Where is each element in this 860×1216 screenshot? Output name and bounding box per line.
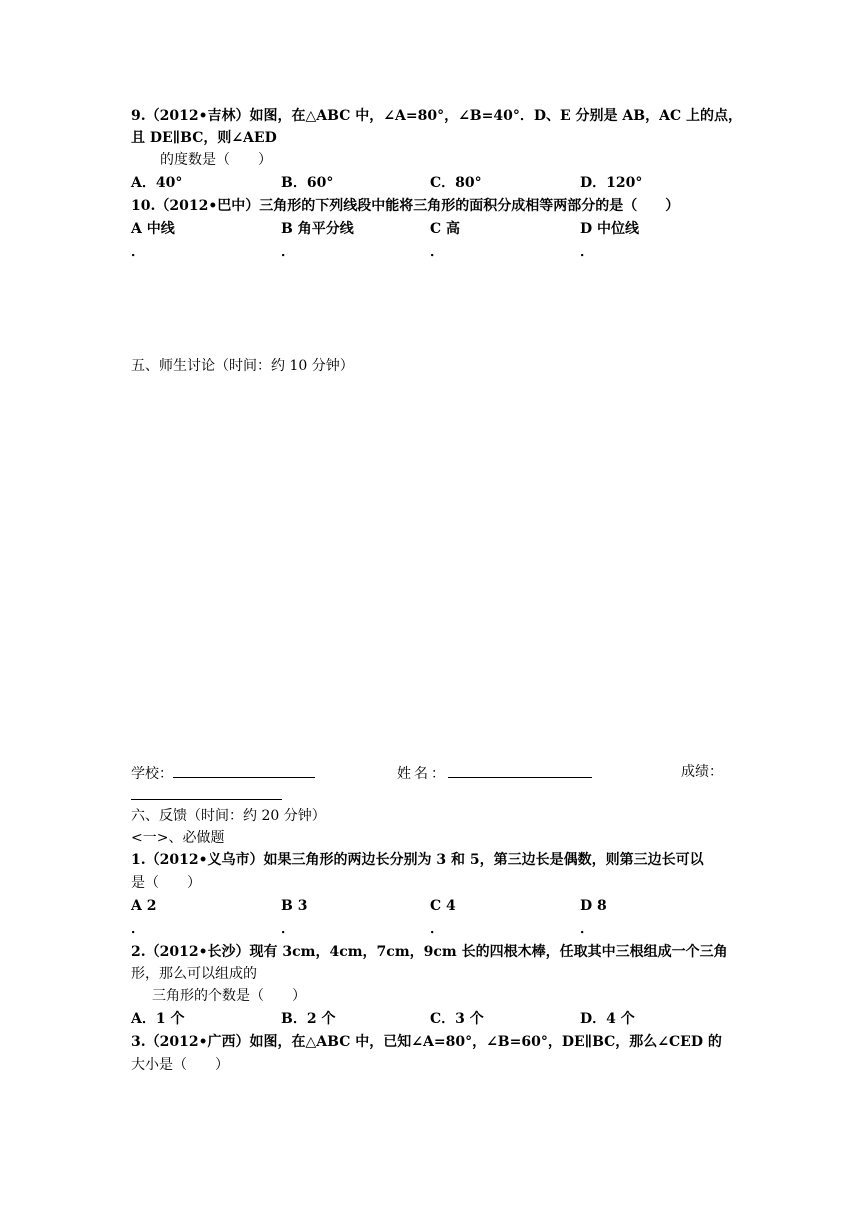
q10-line1: 10.（2012•巴中）三角形的下列线段中能将三角形的面积分成相等两部分的是（ ） xyxy=(131,198,680,214)
q9-line3: 的度数是（ ） xyxy=(160,152,272,168)
q1-line2: 是（ ） xyxy=(131,875,201,891)
section6-heading: 六、反馈（时间：约 20 分钟） xyxy=(131,808,326,824)
school-field xyxy=(131,763,315,783)
q2-line1: 2.（2012•长沙）现有 3cm，4cm，7cm，9cm 长的四根木棒，任取其中三根组成一个三角 xyxy=(131,944,728,960)
q9-line2: 且 DE∥BC，则∠AED xyxy=(131,130,277,146)
q1-dot-a: ． xyxy=(131,921,145,937)
q1-option-d: D 8 xyxy=(580,898,607,914)
q10-dot-b: ． xyxy=(281,244,295,260)
q9-option-a: A．40° xyxy=(131,175,183,191)
q1-dot-c: ． xyxy=(430,921,444,937)
q10-option-a: A 中线 xyxy=(131,221,175,237)
q2-option-a: A．1 个 xyxy=(131,1011,185,1027)
name-field xyxy=(397,763,592,783)
q2-option-c: C．3 个 xyxy=(430,1011,484,1027)
q10-option-c: C 高 xyxy=(430,221,461,237)
score-label: 成绩： xyxy=(681,764,723,780)
q10-option-d: D 中位线 xyxy=(580,221,640,237)
q1-line1: 1.（2012•义乌市）如果三角形的两边长分别为 3 和 5，第三边长是偶数，则第三边长可以 xyxy=(131,852,704,868)
section5-heading: 五、师生讨论（时间：约 10 分钟） xyxy=(131,358,354,374)
q9-line1: 9.（2012•吉林）如图，在△ABC 中，∠A=80°，∠B=40°．D、E 分别是 AB，AC 上的点， xyxy=(131,108,742,124)
q1-option-c: C 4 xyxy=(430,898,456,914)
q1-option-b: B 3 xyxy=(281,898,308,914)
q10-dot-d: ． xyxy=(580,244,594,260)
q2-option-d: D．4 个 xyxy=(580,1011,635,1027)
subsection-heading: <一>、必做题 xyxy=(131,830,225,846)
q1-dot-b: ． xyxy=(281,921,295,937)
q9-option-d: D．120° xyxy=(580,175,643,191)
q9-option-c: C．80° xyxy=(430,175,482,191)
school-label: 学校： xyxy=(131,766,173,782)
q2-line2: 形，那么可以组成的 xyxy=(131,966,257,982)
score-field xyxy=(131,785,282,805)
q3-line2: 大小是（ ） xyxy=(131,1057,229,1073)
school-blank[interactable] xyxy=(173,763,315,778)
q10-dot-c: ． xyxy=(430,244,444,260)
q2-line3: 三角形的个数是（ ） xyxy=(152,988,306,1004)
q3-line1: 3.（2012•广西）如图，在△ABC 中，已知∠A=80°，∠B=60°，DE∥BC，那么∠CED 的 xyxy=(131,1034,722,1050)
q1-dot-d: ． xyxy=(580,921,594,937)
name-label: 姓名： xyxy=(397,766,448,782)
score-blank[interactable] xyxy=(131,785,282,800)
q1-option-a: A 2 xyxy=(131,898,157,914)
q10-option-b: B 角平分线 xyxy=(281,221,354,237)
q2-option-b: B．2 个 xyxy=(281,1011,336,1027)
q10-dot-a: ． xyxy=(131,244,145,260)
q9-option-b: B．60° xyxy=(281,175,334,191)
name-blank[interactable] xyxy=(448,763,592,778)
